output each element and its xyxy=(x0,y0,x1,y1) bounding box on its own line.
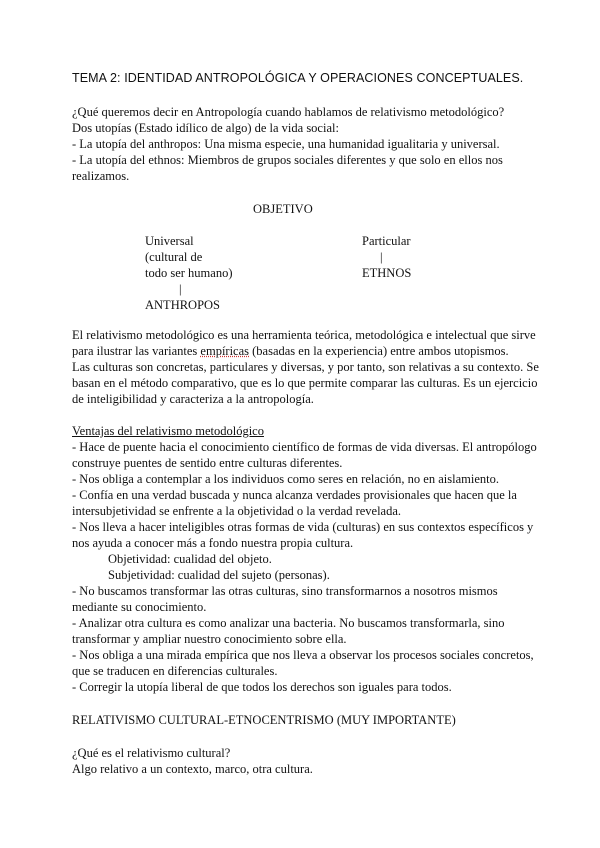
ventajas-line: transformar y ampliar nuestro conocimiento sobre ella. xyxy=(72,632,347,646)
definition-text: para ilustrar las variantes xyxy=(72,344,201,358)
intro-line: Dos utopías (Estado idílico de algo) de la vida social: xyxy=(72,121,339,135)
diagram-right-label: ETHNOS xyxy=(362,266,412,280)
ventajas-line: - Analizar otra cultura es como analizar una bacteria. No buscamos transformarla, sino xyxy=(72,616,505,630)
ventajas-line: mediante su conocimiento. xyxy=(72,600,207,614)
ventajas-line: - No buscamos transformar las otras culturas, sino transformarnos a nosotros mismos xyxy=(72,584,498,598)
ventajas-line: - Nos obliga a contemplar a los individuos como seres en relación, no en aislamiento. xyxy=(72,472,499,486)
section2-line: Algo relativo a un contexto, marco, otra cultura. xyxy=(72,762,313,776)
definition-line: de inteligibilidad y caracteriza a la antropología. xyxy=(72,392,314,406)
ventajas-line: intersubjetividad se enfrente a la objetividad o la verdad revelada. xyxy=(72,504,402,518)
diagram-left-label: Universal xyxy=(145,234,194,248)
section2-heading: RELATIVISMO CULTURAL-ETNOCENTRISMO (MUY IMPORTANTE) xyxy=(72,713,456,727)
diagram-left-label: ANTHROPOS xyxy=(145,298,221,312)
ventajas-line: Subjetividad: cualidad del sujeto (personas). xyxy=(108,568,330,582)
definition-emphasis: empíricas xyxy=(200,344,250,358)
ventajas-line: - Confía en una verdad buscada y nunca alcanza verdades provisionales que hacen que la xyxy=(72,488,517,502)
diagram-heading: OBJETIVO xyxy=(253,202,313,216)
ventajas-line: - Nos lleva a hacer inteligibles otras formas de vida (culturas) en sus contextos específicos y xyxy=(72,520,534,534)
definition-text: (basadas en la experiencia) entre ambos utopismos. xyxy=(249,344,509,358)
intro-line: - La utopía del ethnos: Miembros de grupos sociales diferentes y que solo en ellos nos xyxy=(72,153,503,167)
diagram-right-connector: | xyxy=(380,250,383,264)
intro-line: - La utopía del anthropos: Una misma especie, una humanidad igualitaria y universal. xyxy=(72,137,500,151)
ventajas-line: - Nos obliga a una mirada empírica que nos lleva a observar los procesos sociales concretos, xyxy=(72,648,534,662)
diagram-left-label: (cultural de xyxy=(145,250,203,264)
diagram-left-label: todo ser humano) xyxy=(145,266,233,280)
definition-line: El relativismo metodológico es una herramienta teórica, metodológica e intelectual que sirve xyxy=(72,328,536,342)
section2-line: ¿Qué es el relativismo cultural? xyxy=(72,746,231,760)
ventajas-line: Objetividad: cualidad del objeto. xyxy=(108,552,272,566)
diagram-left-connector: | xyxy=(179,282,182,296)
ventajas-line: que se traducen en diferencias culturales. xyxy=(72,664,278,678)
page-title: TEMA 2: IDENTIDAD ANTROPOLÓGICA Y OPERACIONES CONCEPTUALES. xyxy=(72,71,524,85)
definition-line xyxy=(72,343,509,359)
intro-line: ¿Qué queremos decir en Antropología cuando hablamos de relativismo metodológico? xyxy=(72,105,505,119)
ventajas-heading: Ventajas del relativismo metodológico xyxy=(72,424,264,438)
diagram-right-label: Particular xyxy=(362,234,411,248)
intro-line: realizamos. xyxy=(72,169,130,183)
ventajas-line: - Corregir la utopía liberal de que todos los derechos son iguales para todos. xyxy=(72,680,452,694)
definition-line: Las culturas son concretas, particulares y diversas, y por tanto, son relativas a su contexto. Se xyxy=(72,360,539,374)
definition-line: basan en el método comparativo, que es lo que permite comparar las culturas. Es un ejercicio xyxy=(72,376,538,390)
ventajas-line: nos ayuda a conocer más a fondo nuestra propia cultura. xyxy=(72,536,354,550)
ventajas-line: - Hace de puente hacia el conocimiento científico de formas de vida diversas. El antropólogo xyxy=(72,440,537,454)
ventajas-line: construye puentes de sentido entre culturas diferentes. xyxy=(72,456,343,470)
